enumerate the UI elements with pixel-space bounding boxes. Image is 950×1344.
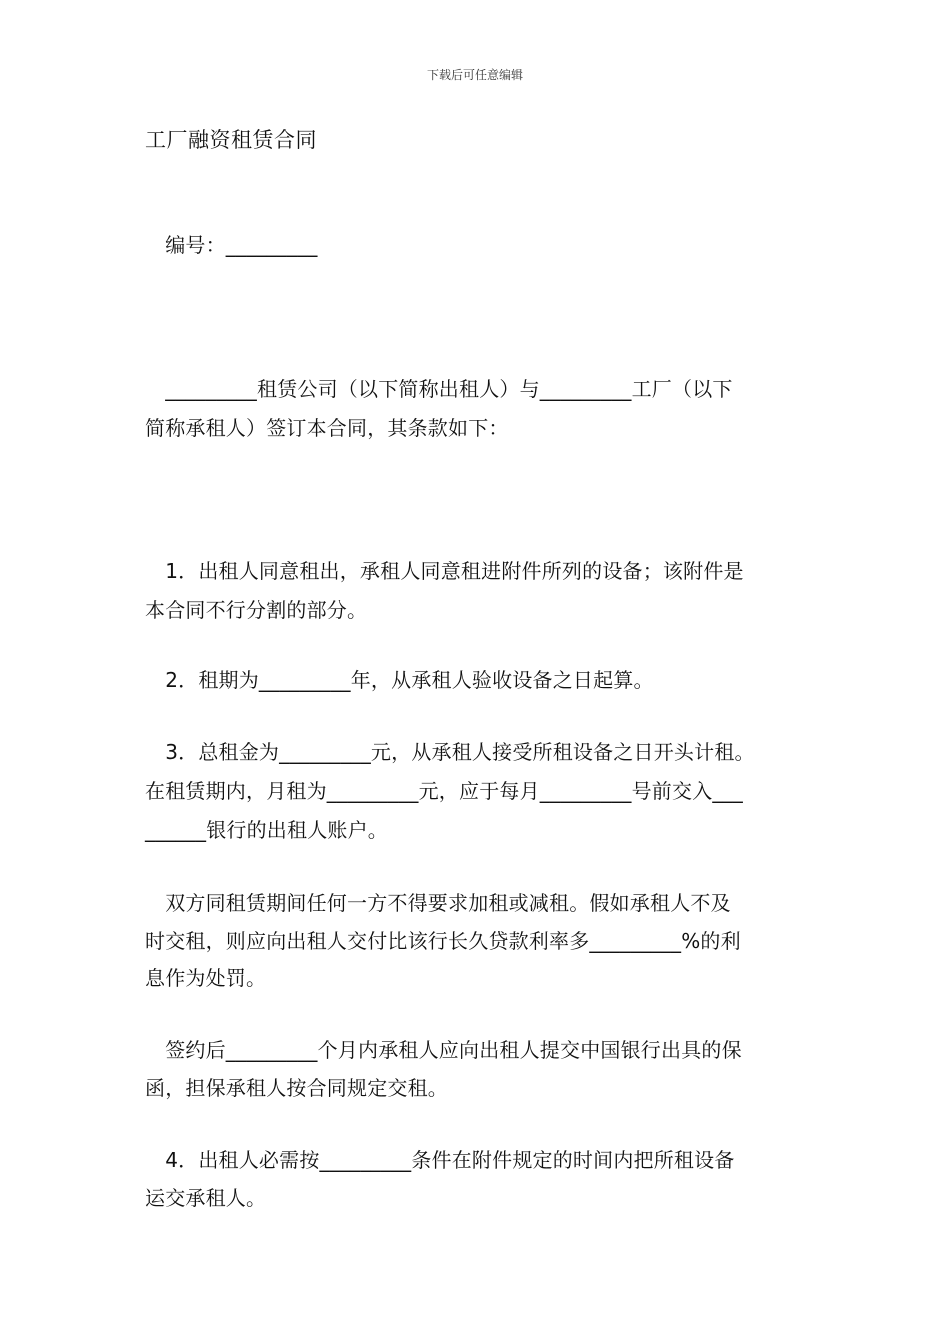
clause-1-line-2: 本合同不行分割的部分。 xyxy=(145,598,368,622)
clause-3-line-3: ______银行的出租人账户。 xyxy=(145,818,388,842)
penalty-line-3: 息作为处罚。 xyxy=(145,966,267,990)
clause-3-line-2: 在租赁期内，月租为_________元，应于每月_________号前交入___ xyxy=(145,779,743,803)
clause-2-line: 2．租期为_________年，从承租人验收设备之日起算。 xyxy=(145,668,654,692)
penalty-line-2: 时交租，则应向出租人交付比该行长久贷款利率多_________%的利 xyxy=(145,929,741,953)
parties-line-1: _________租赁公司（以下简称出租人）与_________工厂（以下 xyxy=(145,377,733,401)
clause-4-line-2: 运交承租人。 xyxy=(145,1186,267,1210)
page-header: 下载后可任意编辑 xyxy=(426,68,523,82)
contract-number-line: 编号：_________ xyxy=(145,233,318,257)
guarantee-line-2: 函，担保承租人按合同规定交租。 xyxy=(145,1076,448,1100)
clause-4-line-1: 4．出租人必需按_________条件在附件规定的时间内把所租设备 xyxy=(145,1148,735,1172)
parties-line-2: 简称承租人）签订本合同，其条款如下： xyxy=(145,416,509,440)
penalty-line-1: 双方同租赁期间任何一方不得要求加租或减租。假如承租人不及 xyxy=(145,891,731,915)
clause-3-line-1: 3．总租金为_________元，从承租人接受所租设备之日开头计租。 xyxy=(145,740,755,764)
guarantee-line-1: 签约后_________个月内承租人应向出租人提交中国银行出具的保 xyxy=(145,1038,742,1062)
clause-1-line-1: 1．出租人同意租出，承租人同意租进附件所列的设备；该附件是 xyxy=(145,559,744,583)
document-title: 工厂融资租赁合同 xyxy=(145,128,317,152)
